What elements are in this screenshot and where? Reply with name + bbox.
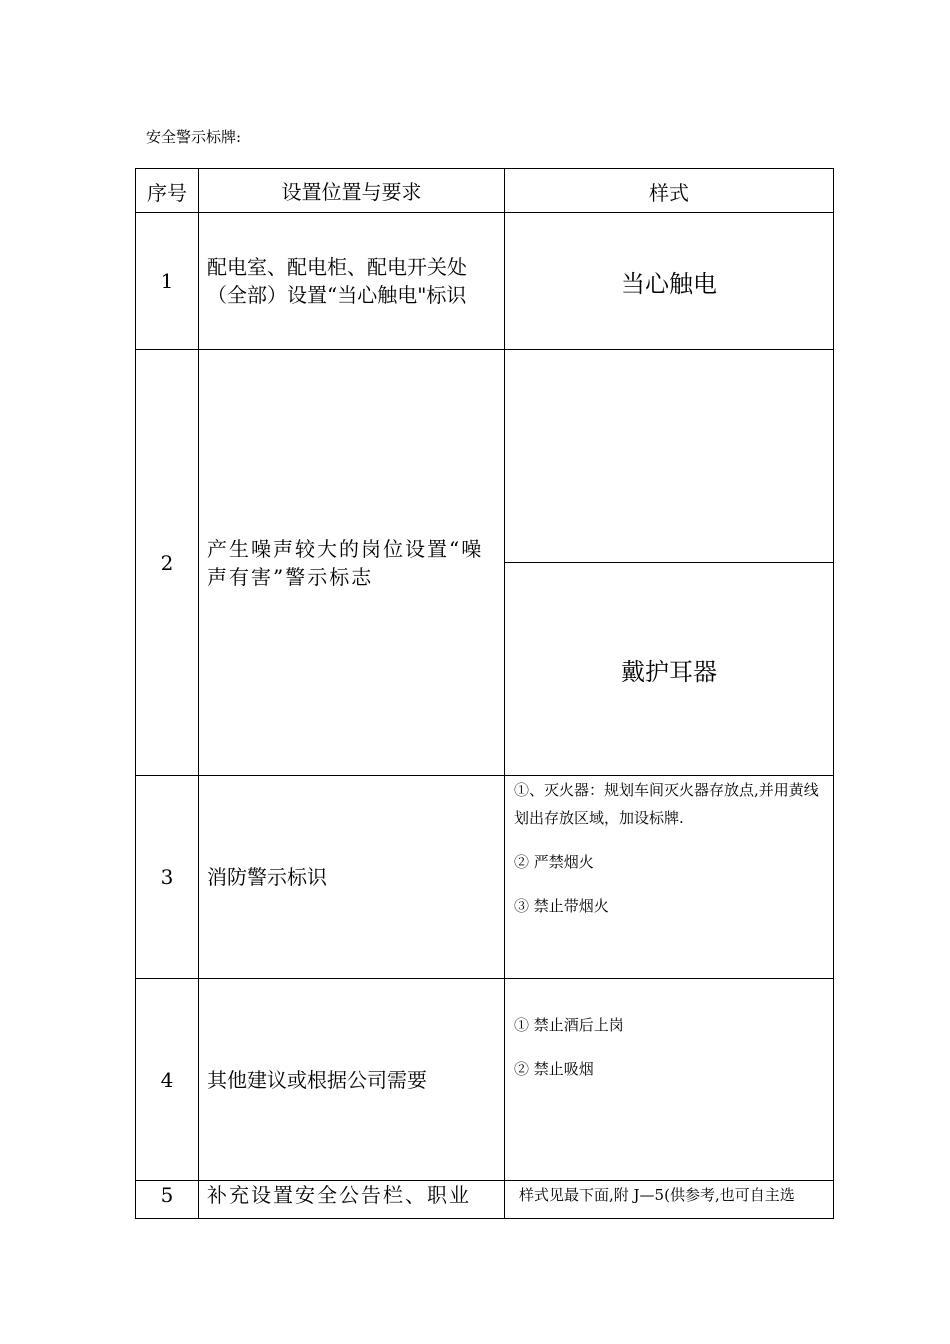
table-row [136,213,834,350]
table-header-row [136,169,834,213]
row-requirement: 其他建议或根据公司需要 [199,979,505,1181]
table-row [136,1181,834,1219]
row-requirement: 消防警示标识 [199,776,505,979]
sign-image-placeholder [505,350,834,563]
other-sign-list [505,979,834,1181]
sign-electric-shock: 当心触电 [505,213,834,350]
row-no: 1 [136,213,199,350]
table-row [136,979,834,1181]
safety-sign-table [135,168,834,1219]
style-note: 样式见最下面,附 J—5(供参考,也可自主选 [505,1181,834,1219]
fire-sign-list [505,776,834,979]
sign-ear-protection: 戴护耳器 [505,563,834,776]
list-item: ③ 禁止带烟火 [514,897,609,915]
caption: 安全警示标牌: [146,128,242,146]
row-no: 4 [136,979,199,1181]
list-item: ①、灭火器：规划车间灭火器存放点,并用黄线划出存放区域，加设标牌. [514,781,819,827]
table-row [136,350,834,563]
row-requirement: 补充设置安全公告栏、职业 [199,1181,505,1219]
header-requirement: 设置位置与要求 [199,169,505,213]
header-style: 样式 [505,169,834,213]
row-no: 3 [136,776,199,979]
table-row [136,776,834,979]
row-no: 2 [136,350,199,776]
list-item: ② 禁止吸烟 [514,1060,594,1078]
list-item: ② 严禁烟火 [514,853,594,871]
row-requirement: 产生噪声较大的岗位设置“噪声有害”警示标志 [199,350,505,776]
row-no: 5 [136,1181,199,1219]
row-requirement: 配电室、配电柜、配电开关处（全部）设置“当心触电"标识 [199,213,505,350]
header-no: 序号 [136,169,199,213]
list-item: ① 禁止酒后上岗 [514,1016,624,1034]
